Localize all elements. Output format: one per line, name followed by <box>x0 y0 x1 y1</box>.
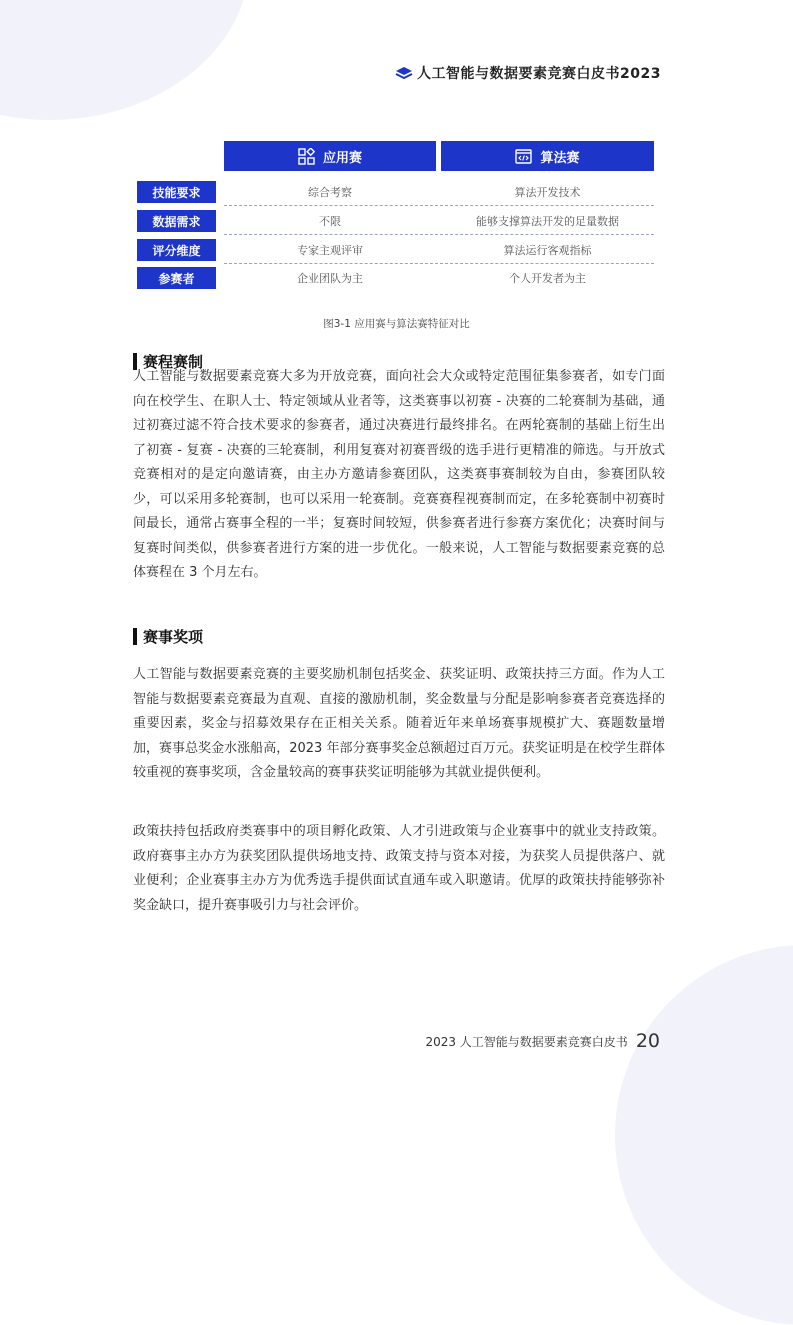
page-footer <box>425 1030 660 1052</box>
section-heading-awards-text: 赛事奖项 <box>143 628 204 646</box>
layers-logo-icon <box>395 66 413 80</box>
body-paragraph: 人工智能与数据要素竞赛大多为开放竞赛，面向社会大众或特定范围征集参赛者，如专门面向在校学生、在职人士、特定领域从业者等，这类赛事以初赛 - 决赛的二轮赛制为基础，通过初赛过滤不符合技术要求的参赛者，通过决赛进行最终排名。在两轮赛制的基础上衍生出了初赛 - 复赛 - 决赛的三轮赛制，利用复赛对初赛晋级的选手进行更精准的筛选。与开放式竞赛相对的是定向邀请赛，由主办方邀请参赛团队，这类赛事赛制较为自由，参赛团队较少，可以采用多轮赛制，也可以采用一轮赛制。竞赛赛程视赛制而定，在多轮赛制中初赛时间最长，通常占赛事全程的一半；复赛时间较短，供参赛者进行参赛方案优化；决赛时间与复赛时间类似，供参赛者进行方案的进一步优化。一般来说，人工智能与数据要素竞赛的总体赛程在 3 个月左右。 <box>133 369 665 580</box>
figure-caption: 图3-1 应用赛与算法赛特征对比 <box>323 318 470 330</box>
cell-app-data: 不限 <box>319 215 341 228</box>
comparison-table <box>137 141 654 293</box>
row-label-data: 数据需求 <box>137 210 216 232</box>
row-divider <box>224 263 654 264</box>
row-label-scoring: 评分维度 <box>137 239 216 261</box>
cell-algo-participants: 个人开发者为主 <box>509 272 586 285</box>
column-header-algo-label: 算法赛 <box>540 150 580 166</box>
page-number: 20 <box>635 1030 660 1052</box>
cell-app-scoring: 专家主观评审 <box>297 244 363 257</box>
body-paragraph: 政策扶持包括政府类赛事中的项目孵化政策、人才引进政策与企业赛事中的就业支持政策。政府赛事主办方为获奖团队提供场地支持、政策支持与资本对接，为获奖人员提供落户、就业便利；企业赛事主办方为优秀选手提供面试直通车或入职邀请。优厚的政策扶持能够弥补奖金缺口，提升赛事吸引力与社会评价。 <box>133 824 665 913</box>
column-header-app <box>224 141 436 171</box>
running-header <box>395 63 661 83</box>
decorative-circle-top <box>0 0 250 120</box>
decorative-circle-bottom <box>615 945 793 1325</box>
cell-algo-data: 能够支撑算法开发的足量数据 <box>476 215 619 228</box>
section-heading-awards <box>133 626 203 647</box>
cell-algo-scoring: 算法运行客观指标 <box>503 244 592 257</box>
code-window-icon <box>515 149 532 164</box>
body-paragraph: 人工智能与数据要素竞赛的主要奖励机制包括奖金、获奖证明、政策扶持三方面。作为人工智能与数据要素竞赛最为直观、直接的激励机制，奖金数量与分配是影响参赛者竞赛选择的重要因素，奖金与招募效果存在正相关关系。随着近年来单场赛事规模扩大、赛题数量增加，赛事总奖金水涨船高，2023 年部分赛事奖金总额超过百万元。获奖证明是在校学生群体较重视的赛事奖项，含金量较高的赛事获奖证明能够为其就业提供便利。 <box>133 667 665 780</box>
footer-title: 2023 人工智能与数据要素竞赛白皮书 <box>425 1034 628 1049</box>
section-heading-schedule-text: 赛程赛制 <box>143 353 204 371</box>
app-grid-icon <box>298 148 315 165</box>
cell-app-skill: 综合考察 <box>308 186 352 199</box>
column-header-app-label: 应用赛 <box>322 150 362 166</box>
header-title: 人工智能与数据要素竞赛白皮书2023 <box>417 66 661 82</box>
heading-bar <box>133 628 137 645</box>
column-header-algo <box>441 141 654 171</box>
cell-app-participants: 企业团队为主 <box>297 272 363 285</box>
row-label-participants: 参赛者 <box>137 267 216 289</box>
row-label-skill: 技能要求 <box>137 181 216 203</box>
row-divider <box>224 205 654 206</box>
cell-algo-skill: 算法开发技术 <box>514 186 581 199</box>
row-divider <box>224 234 654 235</box>
